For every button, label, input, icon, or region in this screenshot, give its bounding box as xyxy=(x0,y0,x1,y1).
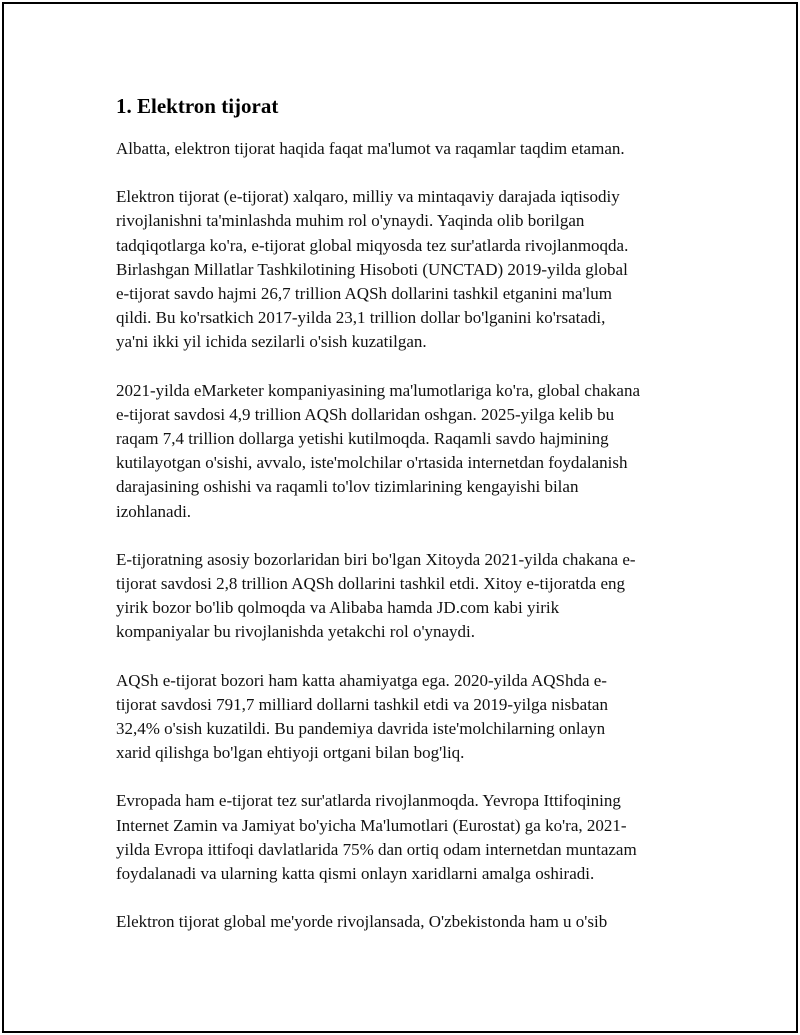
paragraph-china: E-tijoratning asosiy bozorlaridan biri bo'lgan Xitoyda 2021-yilda chakana e- tijorat savdosi 2,8 trillion AQSh dollarini tashkil etdi. Xitoy e-tijoratda eng yirik bozor bo'lib qolmoqda va Alibaba hamda JD.com kabi yirik kompaniyalar bu rivojlanishda yetakchi rol o'ynaydi. xyxy=(116,549,636,642)
paragraph-uzbekistan: Elektron tijorat global me'yorde rivojlansada, O'zbekistonda ham u o'sib xyxy=(116,912,608,932)
paragraph-europe: Evropada ham e-tijorat tez sur'atlarda rivojlanmoqda. Yevropa Ittifoqining Internet Zamin va Jamiyat bo'yicha Ma'lumotlari (Eurostat) ga ko'ra, 2021- yilda Evropa ittifoqi davlatlarida 75% dan ortiq odam internetdan muntazam foydalanadi va ularning katta qismi onlayn xaridlarni amalga oshiradi. xyxy=(116,791,637,884)
page-title: 1. Elektron tijorat xyxy=(116,94,279,118)
paragraph-global-overview: Elektron tijorat (e-tijorat) xalqaro, milliy va mintaqaviy darajada iqtisodiy rivojlanishni ta'minlashda muhim rol o'ynaydi. Yaqinda olib borilgan tadqiqotlarga ko'ra, e-tijorat global miqyosda tez sur'atlarda rivojlanmoqda. Birlashgan Millatlar Tashkilotining Hisoboti (UNCTAD) 2019-yilda global e-tijorat savdo hajmi 26,7 trillion AQSh dollarini tashkil etganini ma'lum qildi. Bu ko'rsatkich 2017-yilda 23,1 trillion dollar bo'lganini ko'rsatadi, ya'ni ikki yil ichida sezilarli o'sish kuzatilgan. xyxy=(116,187,629,352)
paragraph-usa: AQSh e-tijorat bozori ham katta ahamiyatga ega. 2020-yilda AQShda e- tijorat savdosi 791,7 milliard dollarni tashkil etdi va 2019-yilga nisbatan 32,4% o'sish kuzatildi. Bu pandemiya davrida iste'molchilarning onlayn xarid qilishga bo'lgan ehtiyoji ortgani bilan bog'liq. xyxy=(116,670,608,763)
document-content xyxy=(116,92,692,958)
paragraph-intro: Albatta, elektron tijorat haqida faqat ma'lumot va raqamlar taqdim etaman. xyxy=(116,139,625,158)
paragraph-emarketer: 2021-yilda eMarketer kompaniyasining ma'lumotlariga ko'ra, global chakana e-tijorat savdosi 4,9 trillion AQSh dollaridan oshgan. 2025-yilga kelib bu raqam 7,4 trillion dollarga yetishi kutilmoqda. Raqamli savdo hajmining kutilayotgan o'sishi, avvalo, iste'molchilar o'rtasida internetdan foydalanish darajasining oshishi va raqamli to'lov tizimlarining kengayishi bilan izohlanadi. xyxy=(116,380,640,521)
